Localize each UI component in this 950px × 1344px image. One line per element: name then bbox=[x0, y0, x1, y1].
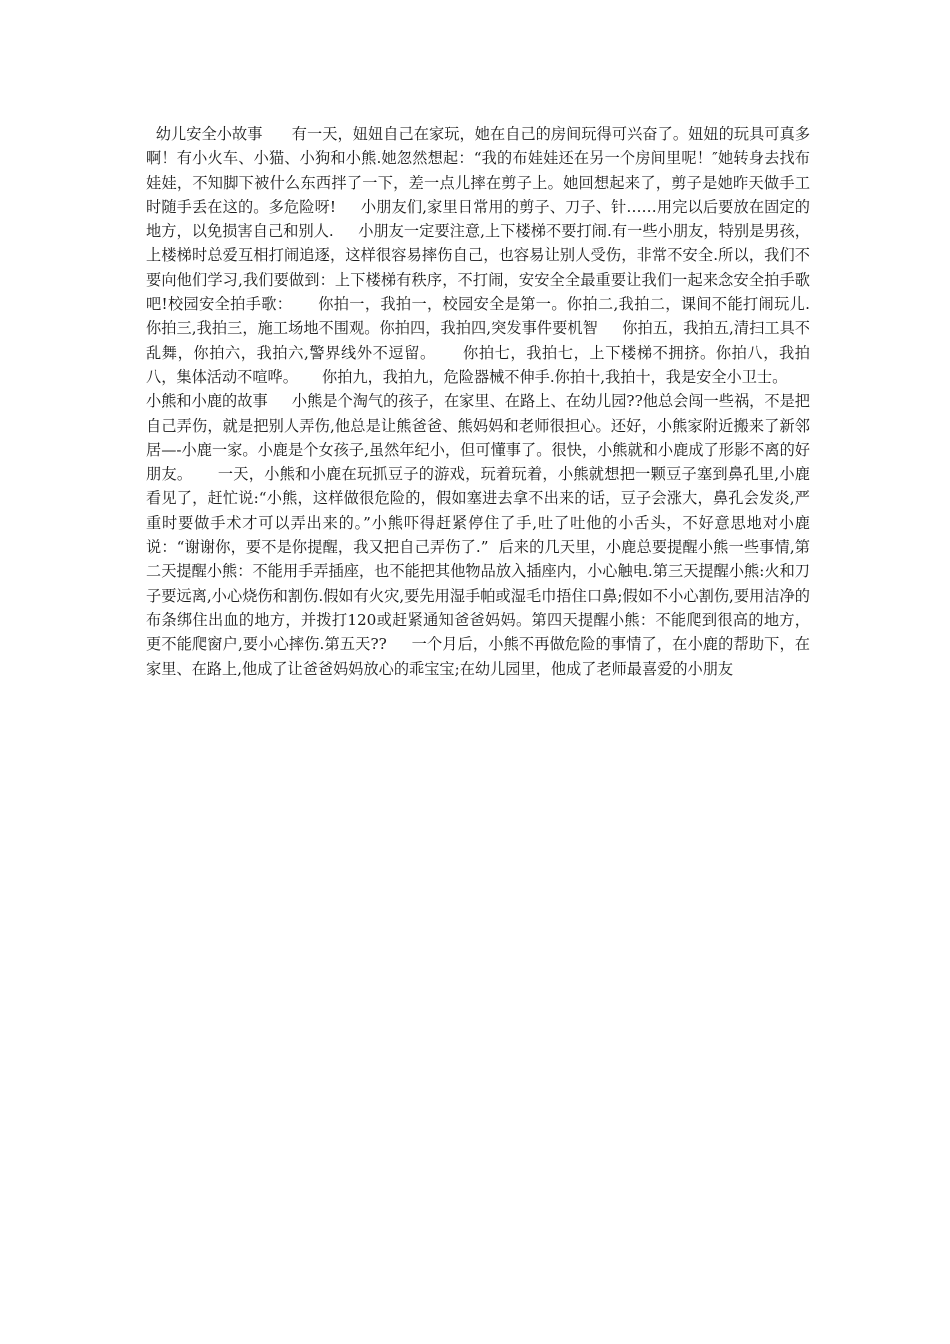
story-paragraph-safety: 幼儿安全小故事 有一天，妞妞自己在家玩，她在自己的房间玩得可兴奋了。妞妞的玩具可真多啊！有小火车、小猫、小狗和小熊.她忽然想起：“我的布娃娃还在另一个房间里呢！″她转身去找布娃娃，不知脚下被什么东西拌了一下，差一点儿摔在剪子上。她回想起来了，剪子是她昨天做手工时随手丢在这的。多危险呀! 小朋友们,家里日常用的剪子、刀子、针……用完以后要放在固定的地方，以免损害自己和别人. 小朋友一定要注意,上下楼梯不要打闹.有一些小朋友，特别是男孩，上楼梯时总爱互相打闹追逐，这样很容易摔伤自己，也容易让别人受伤，非常不安全.所以，我们不要向他们学习,我们要做到：上下楼梯有秩序，不打闹，安安全全最重要让我们一起来念安全拍手歌吧!校园安全拍手歌： 你拍一，我拍一，校园安全是第一。你拍二,我拍二，课间不能打闹玩儿. 你拍三,我拍三，施工场地不围观。你拍四，我拍四,突发事件要机智 你拍五，我拍五,清扫工具不乱舞，你拍六，我拍六,警界线外不逗留。 你拍七，我拍七，上下楼梯不拥挤。你拍八，我拍八，集体活动不喧哗。 你拍九，我拍九，危险器械不伸手.你拍十,我拍十，我是安全小卫士。 bbox=[146, 125, 835, 386]
document-body bbox=[146, 122, 835, 681]
story-paragraph-bear-and-deer: 小熊和小鹿的故事 小熊是个淘气的孩子，在家里、在路上、在幼儿园??他总会闯一些祸，不是把自己弄伤，就是把别人弄伤,他总是让熊爸爸、熊妈妈和老师很担心。还好，小熊家附近搬来了新邻居—-小鹿一家。小鹿是个女孩子,虽然年纪小，但可懂事了。很快，小熊就和小鹿成了形影不离的好朋友。 一天，小熊和小鹿在玩抓豆子的游戏，玩着玩着，小熊就想把一颗豆子塞到鼻孔里,小鹿看见了，赶忙说:“小熊，这样做很危险的，假如塞进去拿不出来的话，豆子会涨大，鼻孔会发炎,严重时要做手术才可以弄出来的。”小熊吓得赶紧停住了手,吐了吐他的小舌头，不好意思地对小鹿说：“谢谢你，要不是你提醒，我又把自己弄伤了.” 后来的几天里，小鹿总要提醒小熊一些事情,第二天提醒小熊：不能用手弄插座，也不能把其他物品放入插座内，小心触电.第三天提醒小熊:火和刀子要远离,小心烧伤和割伤.假如有火灾,要先用湿手帕或湿毛巾捂住口鼻;假如不小心割伤,要用洁净的布条绑住出血的地方，并拨打120或赶紧通知爸爸妈妈。第四天提醒小熊：不能爬到很高的地方，更不能爬窗户,要小心摔伤.第五天?? 一个月后，小熊不再做危险的事情了，在小鹿的帮助下，在家里、在路上,他成了让爸爸妈妈放心的乖宝宝;在幼儿园里，他成了老师最喜爱的小朋友 bbox=[146, 392, 810, 678]
